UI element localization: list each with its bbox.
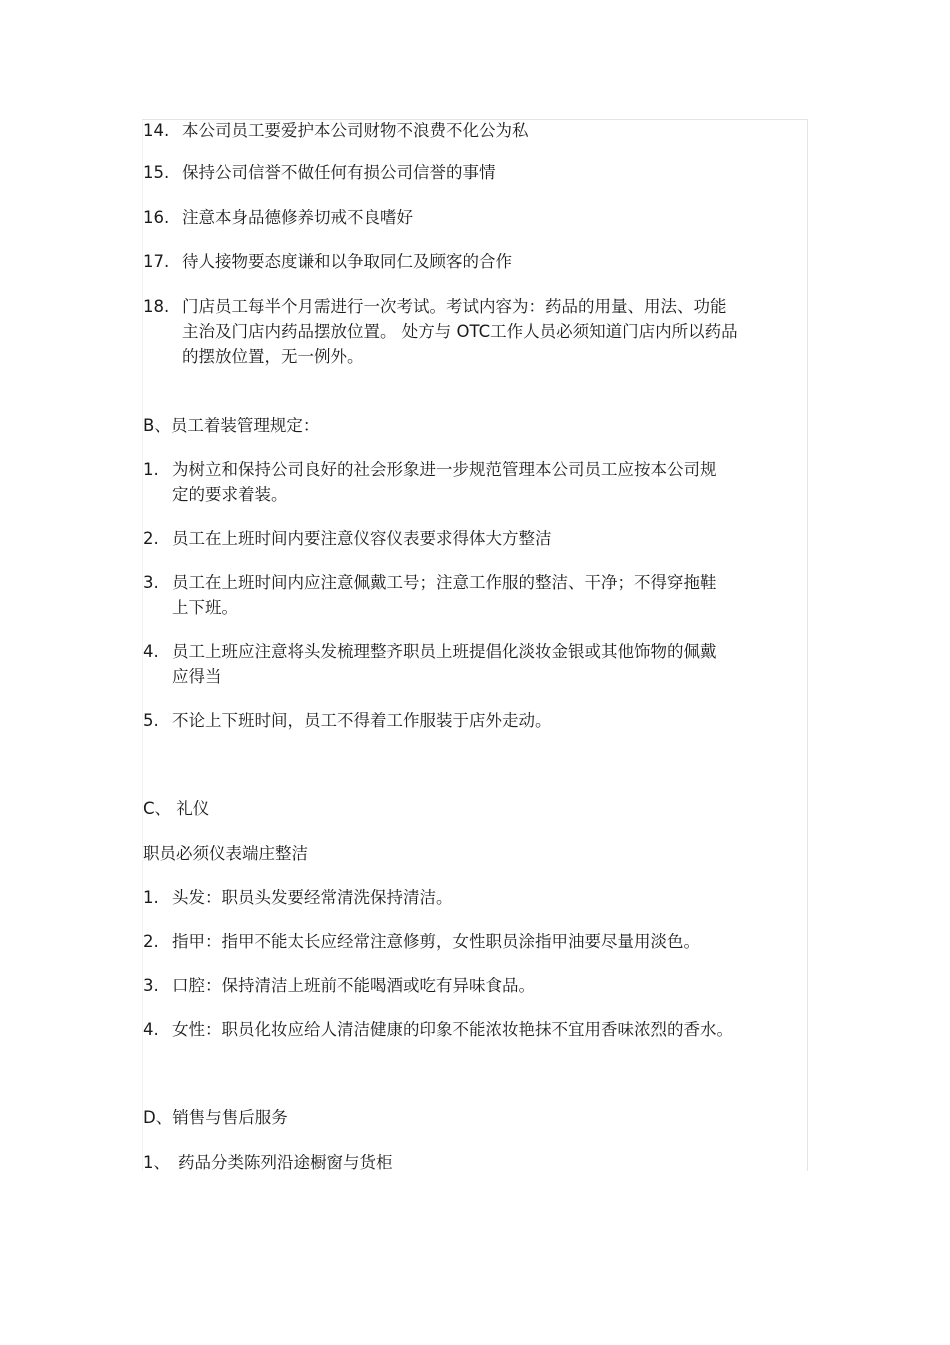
list-item-text: 保持公司信誉不做任何有损公司信誉的事情 bbox=[182, 163, 496, 182]
list-item-text: 指甲：指甲不能太长应经常注意修剪，女性职员涂指甲油要尽量用淡色。 bbox=[172, 932, 700, 951]
list-item-number: 1、 bbox=[143, 1153, 170, 1172]
section-heading-b: B、员工着装管理规定： bbox=[143, 416, 320, 435]
list-item-number: 2. bbox=[143, 529, 159, 548]
list-item-number: 4. bbox=[143, 642, 159, 661]
list-item-number: 3. bbox=[143, 976, 159, 995]
list-item-text: 为树立和保持公司良好的社会形象进一步规范管理本公司员工应按本公司规 bbox=[172, 460, 717, 479]
list-item-text: 药品分类陈列沿途橱窗与货柜 bbox=[178, 1153, 393, 1172]
list-item-text: 上下班。 bbox=[172, 598, 238, 617]
list-item-number: 1. bbox=[143, 460, 159, 479]
list-item-number: 14. bbox=[143, 121, 170, 140]
list-item-number: 3. bbox=[143, 573, 159, 592]
list-item-text: 员工上班应注意将头发梳理整齐职员上班提倡化淡妆金银或其他饰物的佩戴 bbox=[172, 642, 717, 661]
list-item-text: 的摆放位置，无一例外。 bbox=[182, 347, 364, 366]
list-item-text: 本公司员工要爱护本公司财物不浪费不化公为私 bbox=[182, 121, 529, 140]
list-item-number: 15. bbox=[143, 163, 170, 182]
section-intro-c: 职员必须仪表端庄整洁 bbox=[143, 844, 308, 863]
list-item-text: 应得当 bbox=[172, 667, 222, 686]
list-item-number: 18. bbox=[143, 297, 170, 316]
list-item-number: 1. bbox=[143, 888, 159, 907]
list-item-text: 待人接物要态度谦和以争取同仁及顾客的合作 bbox=[182, 252, 512, 271]
list-item-text: 员工在上班时间内应注意佩戴工号；注意工作服的整洁、干净；不得穿拖鞋 bbox=[172, 573, 717, 592]
list-item-number: 2. bbox=[143, 932, 159, 951]
list-item-text: 定的要求着装。 bbox=[172, 485, 288, 504]
list-item-text: 员工在上班时间内要注意仪容仪表要求得体大方整洁 bbox=[172, 529, 552, 548]
list-item-text: 主治及门店内药品摆放位置。 处方与 OTC工作人员必须知道门店内所以药品 bbox=[182, 322, 738, 341]
list-item-text: 不论上下班时间，员工不得着工作服装于店外走动。 bbox=[172, 711, 552, 730]
section-heading-c: C、 礼仪 bbox=[143, 799, 210, 818]
list-item-text: 注意本身品德修养切戒不良嗜好 bbox=[182, 208, 413, 227]
list-item-number: 16. bbox=[143, 208, 170, 227]
list-item-text: 头发：职员头发要经常清洗保持清洁。 bbox=[172, 888, 453, 907]
list-item-number: 17. bbox=[143, 252, 170, 271]
list-item-text: 门店员工每半个月需进行一次考试。考试内容为：药品的用量、用法、功能 bbox=[182, 297, 727, 316]
list-item-number: 5. bbox=[143, 711, 159, 730]
section-heading-d: D、销售与售后服务 bbox=[143, 1108, 288, 1127]
list-item-text: 女性：职员化妆应给人清洁健康的印象不能浓妆艳抹不宜用香味浓烈的香水。 bbox=[172, 1020, 733, 1039]
list-item-text: 口腔：保持清洁上班前不能喝酒或吃有异味食品。 bbox=[172, 976, 535, 995]
list-item-number: 4. bbox=[143, 1020, 159, 1039]
